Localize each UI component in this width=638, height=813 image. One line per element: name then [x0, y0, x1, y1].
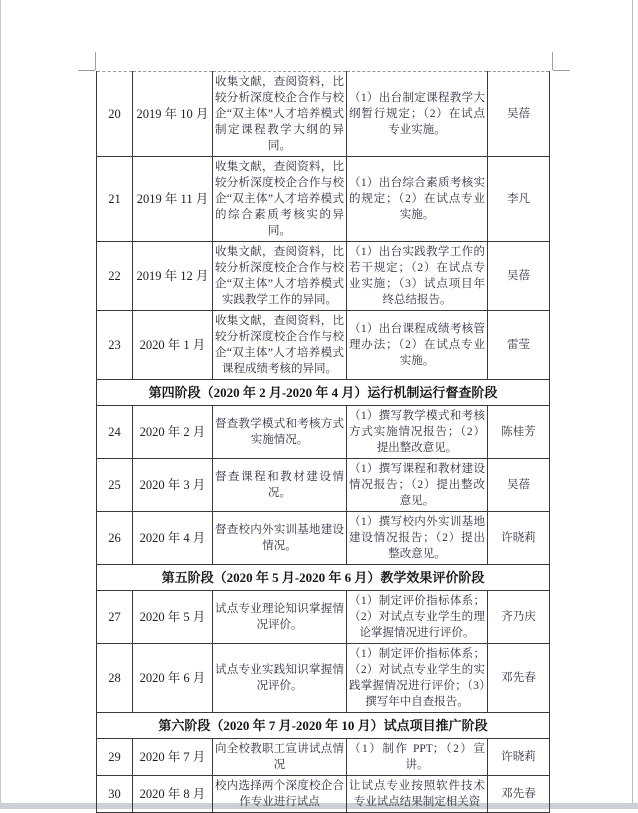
page-right-edge [632, 0, 633, 809]
person-cell: 陈桂芳 [488, 406, 550, 459]
row-number-cell: 30 [97, 776, 133, 813]
task-cell: 试点专业理论知识掌握情况评价。 [213, 591, 347, 644]
table-row [97, 776, 550, 813]
output-cell: （1）出台课程成绩考核管理办法；（2）在试点专业实施。 [347, 311, 488, 380]
task-cell: 向全校教职工宣讲试点情况 [213, 739, 347, 776]
margin-crop-mark-right [553, 70, 570, 71]
task-cell: 试点专业实践知识掌握情况评价。 [213, 644, 347, 713]
date-cell: 2020 年 5 月 [133, 591, 213, 644]
output-cell: （1）制作 PPT；（2）宣讲。 [347, 739, 488, 776]
person-cell: 许晓莉 [488, 739, 550, 776]
margin-crop-mark-left [78, 70, 95, 71]
output-cell: （1）出台综合素质考核实的规定；（2）在试点专业实施。 [347, 157, 488, 242]
row-number-cell: 26 [97, 512, 133, 565]
table-row [97, 242, 550, 311]
table-row [97, 157, 550, 242]
project-schedule-table [96, 71, 549, 813]
date-cell: 2019 年 10 月 [133, 72, 213, 157]
table-row [97, 591, 550, 644]
task-cell: 督查课程和教材建设情况。 [213, 459, 347, 512]
phase-header-label: 第六阶段（2020 年 7 月-2020 年 10 月）试点项目推广阶段 [97, 713, 550, 739]
table-row [97, 512, 550, 565]
table-row [97, 459, 550, 512]
task-cell: 收集文献，查阅资料，比较分析深度校企合作与校企“双主体”人才培养模式课程成绩考核的异同。 [213, 311, 347, 380]
output-cell: （1）制定评价指标体系；（2）对试点专业学生的理论掌握情况进行评价。 [347, 591, 488, 644]
person-cell: 吴蓓 [488, 242, 550, 311]
date-cell: 2020 年 2 月 [133, 406, 213, 459]
person-cell: 吴蓓 [488, 459, 550, 512]
row-number-cell: 28 [97, 644, 133, 713]
row-number-cell: 23 [97, 311, 133, 380]
phase-header-row [97, 380, 550, 406]
output-cell: （1）出台制定课程教学大纲暂行规定；（2）在试点专业实施。 [347, 72, 488, 157]
phase-header-row [97, 565, 550, 591]
task-cell: 收集文献，查阅资料，比较分析深度校企合作与校企“双主体”人才培养模式制定课程教学大纲的异同。 [213, 72, 347, 157]
row-number-cell: 25 [97, 459, 133, 512]
output-cell: 让试点专业按照软件技术专业试点结果制定相关资 [347, 776, 488, 813]
task-cell: 校内选择两个深度校企合作专业进行试点 [213, 776, 347, 813]
task-cell: 督查教学模式和考核方式实施情况。 [213, 406, 347, 459]
table-row [97, 739, 550, 776]
date-cell: 2020 年 6 月 [133, 644, 213, 713]
date-cell: 2020 年 7 月 [133, 739, 213, 776]
window-left-edge [0, 0, 1, 809]
person-cell: 李凡 [488, 157, 550, 242]
task-cell: 督查校内外实训基地建设情况。 [213, 512, 347, 565]
row-number-cell: 21 [97, 157, 133, 242]
table-row [97, 311, 550, 380]
row-number-cell: 20 [97, 72, 133, 157]
phase-header-label: 第五阶段（2020 年 5 月-2020 年 6 月）教学效果评价阶段 [97, 565, 550, 591]
margin-crop-mark-right [552, 52, 553, 70]
person-cell: 齐乃庆 [488, 591, 550, 644]
person-cell: 邓先春 [488, 644, 550, 713]
date-cell: 2020 年 4 月 [133, 512, 213, 565]
task-cell: 收集文献，查阅资料，比较分析深度校企合作与校企“双主体”人才培养模式的综合素质考核实的异同。 [213, 157, 347, 242]
person-cell: 雷莹 [488, 311, 550, 380]
output-cell: （1）撰写课程和教材建设情况报告；（2）提出整改意见。 [347, 459, 488, 512]
output-cell: （1）制定评价指标体系；（2）对试点专业学生的实践掌握情况进行评价；（3）撰写年中自查报告。 [347, 644, 488, 713]
date-cell: 2019 年 11 月 [133, 157, 213, 242]
person-cell: 邓先春 [488, 776, 550, 813]
row-number-cell: 29 [97, 739, 133, 776]
row-number-cell: 24 [97, 406, 133, 459]
margin-crop-mark-left [95, 52, 96, 70]
date-cell: 2020 年 1 月 [133, 311, 213, 380]
phase-header-label: 第四阶段（2020 年 2 月-2020 年 4 月）运行机制运行督查阶段 [97, 380, 550, 406]
output-cell: （1）撰写校内外实训基地建设情况报告；（2）提出整改意见。 [347, 512, 488, 565]
row-number-cell: 27 [97, 591, 133, 644]
output-cell: （1）撰写教学模式和考核方式实施情况报告；（2）提出整改意见。 [347, 406, 488, 459]
date-cell: 2019 年 12 月 [133, 242, 213, 311]
person-cell: 许晓莉 [488, 512, 550, 565]
table-row [97, 406, 550, 459]
task-cell: 收集文献，查阅资料，比较分析深度校企合作与校企“双主体”人才培养模式实践教学工作的异同。 [213, 242, 347, 311]
schedule-table [96, 71, 550, 813]
row-number-cell: 22 [97, 242, 133, 311]
table-row [97, 72, 550, 157]
date-cell: 2020 年 3 月 [133, 459, 213, 512]
schedule-table-body [97, 72, 550, 813]
table-row [97, 644, 550, 713]
output-cell: （1）出台实践教学工作的若干规定；（2）在试点专业实施；（3）试点项目年终总结报告。 [347, 242, 488, 311]
date-cell: 2020 年 8 月 [133, 776, 213, 813]
person-cell: 吴蓓 [488, 72, 550, 157]
phase-header-row [97, 713, 550, 739]
